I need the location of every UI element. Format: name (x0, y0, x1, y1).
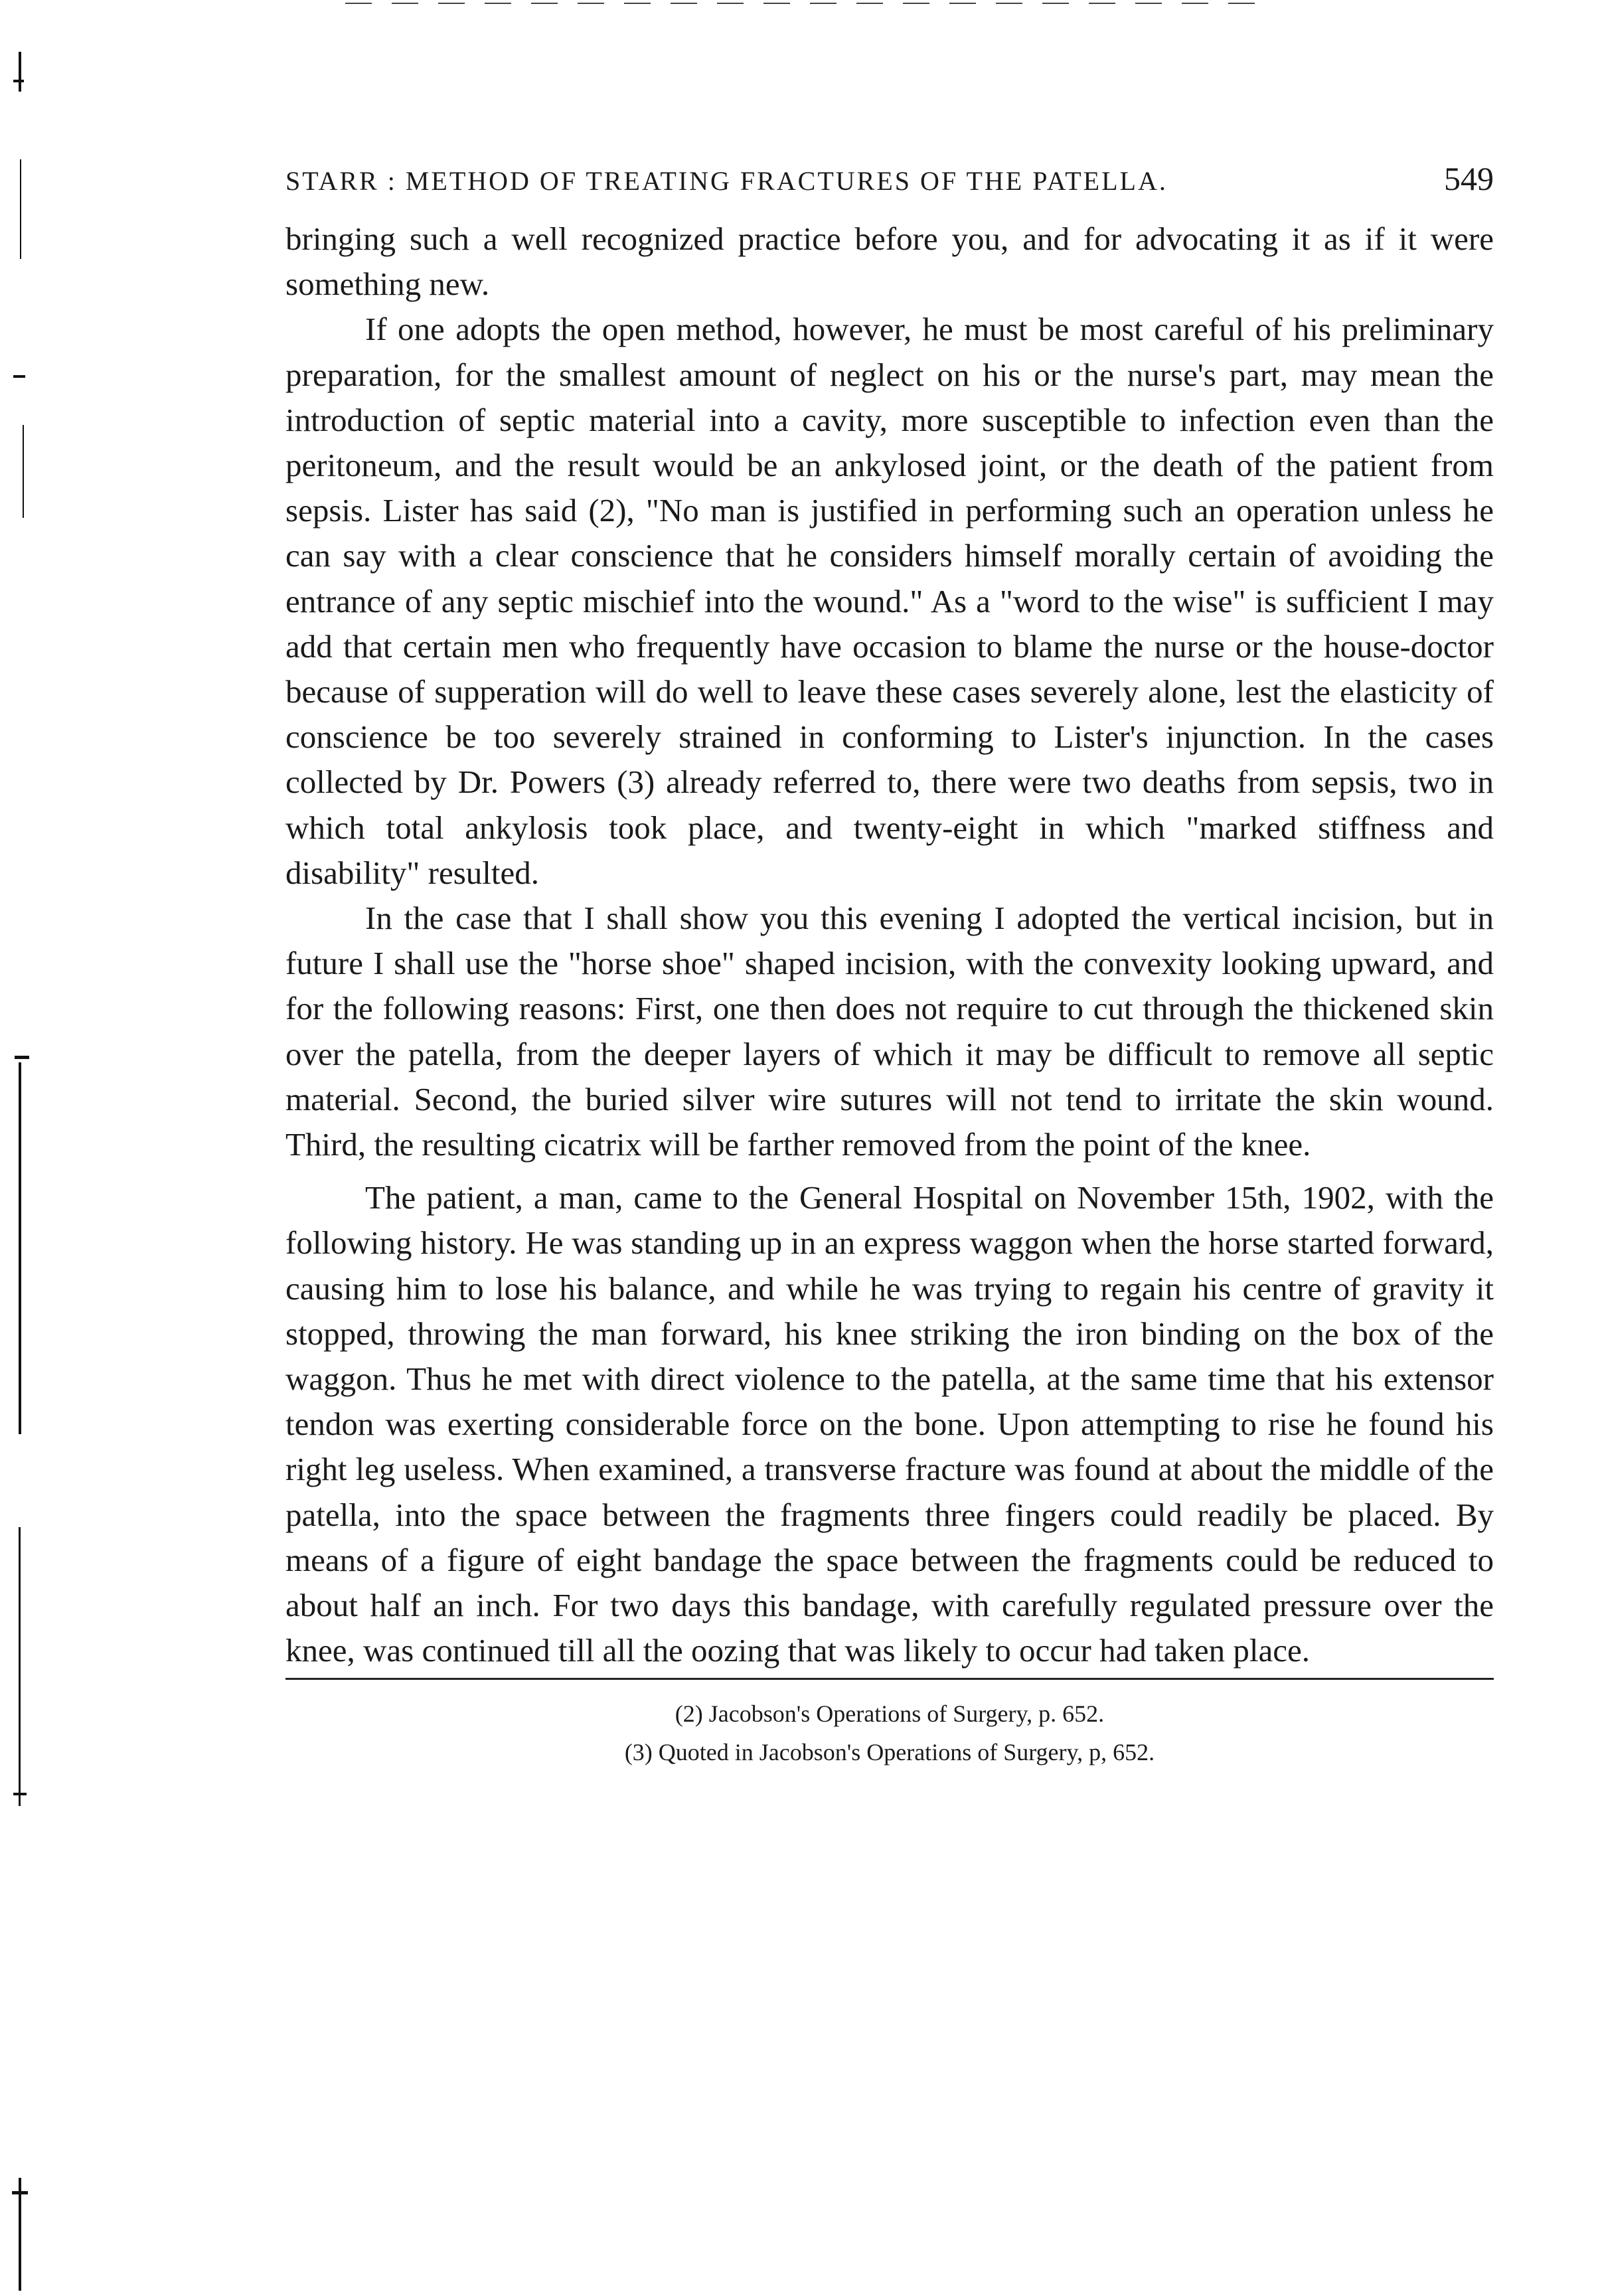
scan-margin-mark (15, 1056, 29, 1059)
paragraph-open-method: If one adopts the open method, however, he must be most careful of his preliminary preparation, for the smallest amount of neglect on his or the nurse's part, may mean the introduction of septic material into a cavity, more susceptible to infection even than the peritoneum, and the result would be an ankylosed joint, or the death of the patient from sepsis. Lister has said (2), "No man is justified in performing such an operation unless he can say with a clear conscience that he considers himself morally certain of avoiding the entrance of any septic mischief into the wound." As a "word to the wise" is sufficient I may add that certain men who frequently have occasion to blame the nurse or the house-doctor because of supperation will do well to leave these cases severely alone, lest the elasticity of conscience be too severely strained in conforming to Lister's injunction. In the cases collected by Dr. Powers (3) already referred to, there were two deaths from sepsis, two in which total ankylosis took place, and twenty-eight in which "marked stiffness and disability" resulted. (285, 311, 1494, 891)
scan-margin-mark (19, 1527, 21, 1806)
running-header (285, 159, 1494, 198)
scan-margin-mark (13, 375, 25, 378)
scan-margin-mark (19, 52, 21, 92)
footnote-2: (2) Jacobson's Operations of Surgery, p. 652. (675, 1700, 1105, 1727)
scan-margin-mark (19, 2178, 21, 2291)
footnotes (285, 1694, 1494, 1771)
scan-margin-mark (23, 425, 24, 518)
paragraph-patient-history: The patient, a man, came to the General Hospital on November 15th, 1902, with the following history. He was standing up in an express waggon when the horse started forward, causing him to lose his balance, and while he was trying to regain his centre of gravity it stopped, throwing the man forward, his knee striking the iron binding on the box of the waggon. Thus he met with direct violence to the patella, at the same time that his extensor tendon was exerting considerable force on the bone. Upon attempting to rise he found his right leg useless. When examined, a transverse fracture was found at about the middle of the patella, into the space between the fragments three fingers could readily be placed. By means of a figure of eight bandage the space between the fragments could be reduced to about half an inch. For two days this bandage, with carefully regulated pressure over the knee, was continued till all the oozing that was likely to occur had taken place. (285, 1179, 1494, 1669)
paragraph-continuation: bringing such a well recognized practice before you, and for advocating it as if it were something new. (285, 220, 1494, 303)
scan-margin-mark (13, 1793, 27, 1795)
journal-page (285, 159, 1494, 1771)
running-title: STARR : METHOD OF TREATING FRACTURES OF THE PATELLA. (285, 166, 1168, 196)
page-number: 549 (1444, 160, 1494, 197)
scan-margin-mark (20, 159, 21, 259)
footnote-3: (3) Quoted in Jacobson's Operations of Surgery, p, 652. (624, 1738, 1155, 1765)
scan-top-edge-rule (345, 3, 1275, 4)
scan-margin-mark (13, 80, 24, 82)
footnote-divider (285, 1678, 1494, 1680)
scan-margin-mark (12, 2191, 28, 2194)
scan-margin-mark (19, 1062, 21, 1434)
paragraph-incision: In the case that I shall show you this evening I adopted the vertical incision, but in future I shall use the "horse shoe" shaped incision, with the convexity looking upward, and for the following reasons: First, one then does not require to cut through the thickened skin over the patella, from the deeper layers of which it may be difficult to remove all septic material. Second, the buried silver wire sutures will not tend to irritate the skin wound. Third, the resulting cicatrix will be farther removed from the point of the knee. (285, 900, 1494, 1163)
